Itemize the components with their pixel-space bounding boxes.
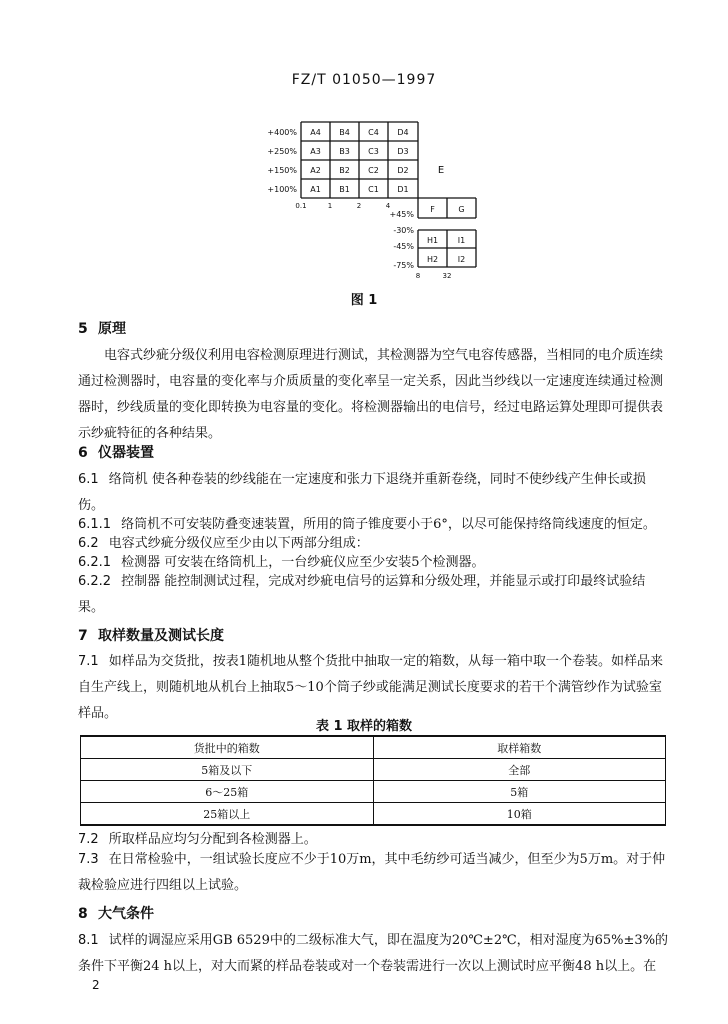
section-5-paragraph: 电容式纱疵分级仪利用电容检测原理进行测试，其检测器为空气电容传感器，当相同的电介质连续通过检测器时，电容量的变化率与介质质量的变化率呈一定关系，因此当纱线以一定速度连续通过检测器时，纱线质量的变化即转换为电容量的变化。将检测器输出的电信号，经过电路运算处理即可提供表示纱疵特征的各种结果。 xyxy=(78,348,664,441)
x-tick-label: 0.1 xyxy=(295,202,307,210)
grid-cell-label: C4 xyxy=(368,128,379,137)
x-tick-label: 4 xyxy=(385,202,391,210)
clause-number: 6.2.2 xyxy=(78,574,112,589)
grid-cell-label: C3 xyxy=(368,147,379,156)
clause-number: 7.2 xyxy=(78,832,99,847)
grid-cell-label: B1 xyxy=(339,185,350,194)
clause-text: 络筒机不可安装防叠变速装置，所用的筒子锥度要小于6°，以尽可能保持络筒线速度的恒定。 xyxy=(121,517,656,532)
clause-text: 所取样品应均匀分配到各检测器上。 xyxy=(108,832,317,847)
section-7-heading xyxy=(78,625,224,645)
grid-row-label: +100% xyxy=(267,185,297,194)
grid-cell-label: H1 xyxy=(426,236,439,245)
section-5-heading xyxy=(78,318,126,338)
grid-cell-label: A3 xyxy=(310,147,321,156)
table-caption: 表 1 取样的箱数 xyxy=(315,719,413,734)
clause-text: 如样品为交货批，按表1随机地从整个货批中抽取一定的箱数，从每一箱中取一个卷装。如样品来自生产线上，则随机地从机台上抽取5～10个筒子纱或能满足测试长度要求的若干个满管纱作为试验室样品。 xyxy=(78,654,663,721)
clause-text: 试样的调湿应采用GB 6529中的二级标准大气，即在温度为20℃±2℃，相对湿度为65%±3%的条件下平衡24 h以上，对大而紧的样品卷装或对一个卷装需进行一次以上测试时应平衡48 h以上。在 xyxy=(78,933,669,974)
section-6-heading xyxy=(78,442,154,462)
page-header: FZ/T 01050—1997 xyxy=(291,72,437,88)
table-header-row xyxy=(81,736,666,759)
section-5-number: 5 xyxy=(78,321,88,337)
grid-cell-label: C1 xyxy=(368,185,379,194)
x-tick-label: 1 xyxy=(327,202,333,210)
grid-cell-label: B2 xyxy=(339,166,350,175)
section-8-heading xyxy=(78,903,154,923)
grid-cell-label: B3 xyxy=(339,147,350,156)
grid-row-label: +250% xyxy=(267,147,297,156)
clause-7-3 xyxy=(78,847,670,899)
grid-cell-label: I2 xyxy=(457,255,466,264)
grid-row-label: +400% xyxy=(267,128,297,137)
x-tick-label: 8 xyxy=(415,272,421,280)
grid-row-label: +45% xyxy=(389,210,414,219)
table-cell: 6～25箱 xyxy=(81,781,374,803)
clause-number: 8.1 xyxy=(78,933,99,948)
grid-cell-label: D1 xyxy=(397,185,409,194)
grid-cell-label: I1 xyxy=(457,236,466,245)
section-8-title: 大气条件 xyxy=(98,906,154,922)
table-cell: 25箱以上 xyxy=(81,803,374,826)
table-cell: 全部 xyxy=(373,759,666,781)
x-tick-label: 32 xyxy=(442,272,452,280)
grid-cell-label: B4 xyxy=(339,128,350,137)
table-header-cell: 取样箱数 xyxy=(373,736,666,759)
grid-row-label: -30% xyxy=(393,226,414,235)
section-7-title: 取样数量及测试长度 xyxy=(98,628,224,644)
grid-cell-label: A1 xyxy=(310,185,321,194)
table-header-cell: 货批中的箱数 xyxy=(81,736,374,759)
grid-cell-label: D2 xyxy=(397,166,409,175)
grid-cell-label: D3 xyxy=(397,147,409,156)
clause-text: 控制器 能控制测试过程，完成对纱疵电信号的运算和分级处理，并能显示或打印最终试验结果。 xyxy=(78,574,646,615)
clause-number: 7.1 xyxy=(78,654,99,669)
grid-row-label: -75% xyxy=(393,261,414,270)
clause-number: 6.1.1 xyxy=(78,517,112,532)
table-row xyxy=(81,781,666,803)
clause-number: 7.3 xyxy=(78,852,99,867)
section-8-number: 8 xyxy=(78,906,88,922)
clause-number: 6.1 xyxy=(78,472,99,487)
yarn-fault-classification-figure xyxy=(0,0,728,310)
page-number: 2 xyxy=(92,978,100,992)
sampling-table xyxy=(80,735,666,826)
table-row xyxy=(81,803,666,826)
section-6-title: 仪器装置 xyxy=(98,445,154,461)
figure-caption: 图 1 xyxy=(350,293,378,308)
clause-number: 6.2 xyxy=(78,536,99,551)
region-e-label: E xyxy=(437,165,445,176)
clause-8-1 xyxy=(78,928,670,980)
grid-row-label: -45% xyxy=(393,242,414,251)
section-5-title: 原理 xyxy=(98,321,126,337)
clause-text: 电容式纱疵分级仪应至少由以下两部分组成： xyxy=(108,536,369,551)
clause-text: 在日常检验中，一组试验长度应不少于10万m，其中毛纺纱可适当减少，但至少为5万m。对于仲裁检验应进行四组以上试验。 xyxy=(78,852,666,893)
clause-text: 检测器 可安装在络筒机上，一台纱疵仪应至少安装5个检测器。 xyxy=(121,555,485,570)
section-6-number: 6 xyxy=(78,445,88,461)
figure-grid-lines xyxy=(301,122,476,267)
table-row xyxy=(81,759,666,781)
grid-cell-label: A2 xyxy=(310,166,321,175)
clause-text: 络筒机 使各种卷装的纱线能在一定速度和张力下退绕并重新卷绕，同时不使纱线产生伸长或损伤。 xyxy=(78,472,646,513)
grid-cell-label: G xyxy=(458,205,465,214)
table-cell: 10箱 xyxy=(373,803,666,826)
x-tick-label: 2 xyxy=(356,202,362,210)
grid-cell-label: A4 xyxy=(310,128,321,137)
table-cell: 5箱及以下 xyxy=(81,759,374,781)
table-cell: 5箱 xyxy=(373,781,666,803)
clause-number: 6.2.1 xyxy=(78,555,112,570)
grid-cell-label: H2 xyxy=(426,255,439,264)
section-7-number: 7 xyxy=(78,628,88,644)
grid-cell-label: D4 xyxy=(397,128,409,137)
grid-row-label: +150% xyxy=(267,166,297,175)
clause-6-2-2 xyxy=(78,569,670,621)
grid-cell-label: C2 xyxy=(368,166,379,175)
grid-cell-label: F xyxy=(430,205,435,214)
